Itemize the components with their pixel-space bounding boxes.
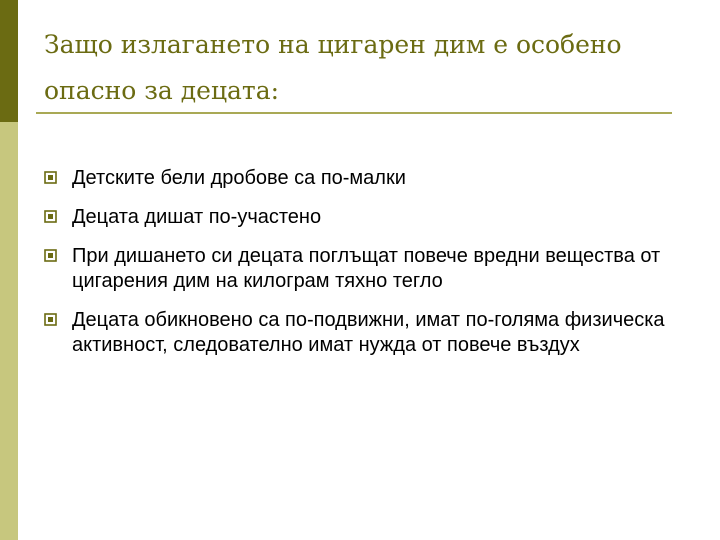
bullet-text: Децата дишат по-участено [72,206,322,228]
square-bullet-icon [44,313,57,326]
slide-title: Защо излагането на цигарен дим е особено опасно за децата: [44,30,622,105]
bullet-item [44,166,684,191]
title-underline [36,112,672,114]
square-bullet-icon [44,171,57,184]
bullet-text: При дишането си децата поглъщат повече вредни вещества от цигарения дим на килограм тяхно тегло [72,245,661,292]
bullet-item [44,205,684,230]
accent-bar-bottom [0,122,18,540]
bullet-text: Децата обикновено са по-подвижни, имат по-голяма физическа активност, следователно имат нужда от повече въздух [72,309,665,356]
accent-bar-top [0,0,18,122]
bullet-item [44,244,684,294]
square-bullet-icon [44,249,57,262]
bullet-list [44,166,684,372]
square-bullet-icon [44,210,57,223]
bullet-text: Детските бели дробове са по-малки [72,167,406,189]
bullet-item [44,308,684,358]
